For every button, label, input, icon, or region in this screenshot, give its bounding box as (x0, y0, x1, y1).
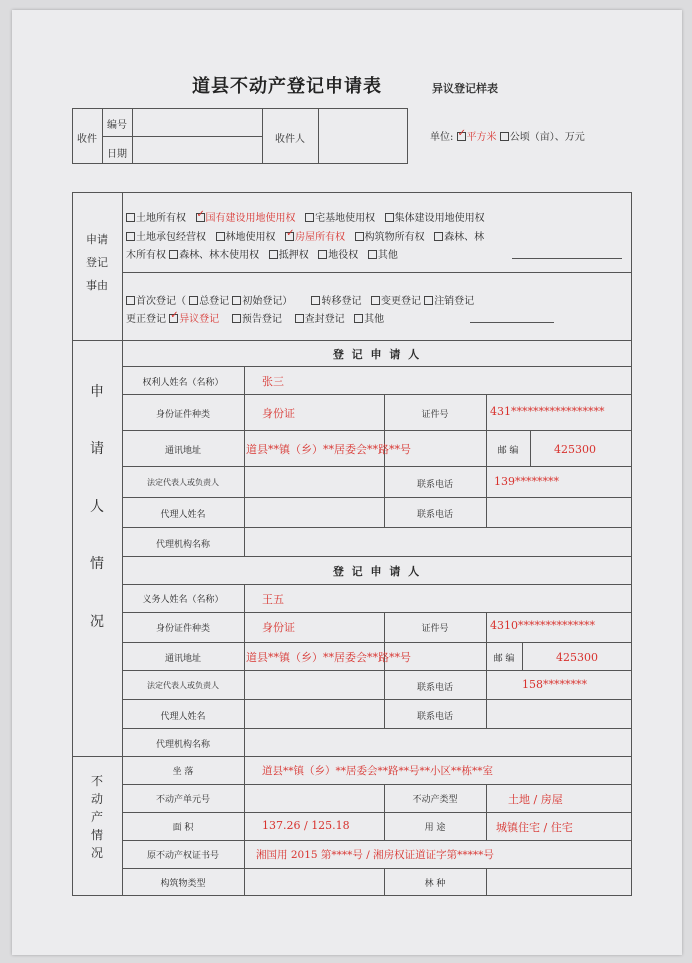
property-area-value: 137.26 / 125.18 (262, 819, 350, 832)
obligor-idno-label: 证件号 (421, 624, 449, 634)
date-label: 日期 (107, 149, 127, 160)
property-use-value: 城镇住宅 / 住宅 (496, 821, 573, 834)
obligee-idno-value: 431***************** (490, 405, 605, 418)
obligor-phone-value: 158******** (522, 678, 587, 691)
obligor-idno-value: 4310************** (490, 619, 595, 632)
obligor-postcode-value: 425300 (556, 651, 598, 664)
obligee-idtype-label: 身份证件种类 (155, 410, 210, 420)
checkbox[interactable] (189, 296, 198, 305)
property-structure-label: 构筑物类型 (160, 879, 206, 889)
property-location-label: 坐 落 (172, 767, 194, 777)
property-area-label: 面 积 (172, 823, 194, 833)
obligor-name-label: 义务人姓名（名称） (142, 595, 224, 605)
property-location-value: 道县**镇（乡）**居委会**路**号**小区**栋**室 (262, 765, 493, 777)
property-type-label: 不动产类型 (412, 795, 458, 805)
checkbox-checked[interactable] (285, 232, 294, 241)
reg-type-row-2: 更正登记 ✓ 异议登记 预告登记 查封登记 其他 (126, 310, 384, 325)
obligee-address-value: 道县**镇（乡）**居委会**路**号 (246, 443, 411, 456)
checkbox-checked[interactable] (169, 314, 178, 323)
property-use-label: 用 途 (424, 823, 446, 833)
checkbox[interactable] (424, 296, 433, 305)
obligor-agency-label: 代理机构名称 (155, 740, 210, 750)
obligee-name-label: 权利人姓名（名称） (142, 378, 224, 388)
checkbox[interactable] (500, 132, 509, 141)
obligee-phone-value: 139******** (494, 475, 559, 488)
rights-row-1: 土地所有权 ✓ 国有建设用地使用权 宅基地使用权 集体建设用地使用权 (126, 209, 485, 224)
rights-row-2: 土地承包经营权 林地使用权 ✓ 房屋所有权 构筑物所有权 森林、林 (126, 228, 484, 243)
form-title: 道县不动产登记申请表 (192, 76, 382, 97)
checkbox[interactable] (371, 296, 380, 305)
applicant-side-label: 申 请 人 情 况 (90, 384, 104, 630)
checkbox-checked[interactable] (196, 213, 205, 222)
number-label: 编号 (107, 120, 127, 131)
unit-selector (430, 128, 585, 143)
rights-row-3: 木所有权 森林、林木使用权 抵押权 地役权 其他 (126, 250, 398, 261)
property-cert-label: 原不动产权证书号 (146, 851, 219, 861)
checkbox[interactable] (355, 232, 364, 241)
checkbox[interactable] (126, 213, 135, 222)
obligee-idtype-value: 身份证 (262, 407, 295, 420)
checkbox[interactable] (232, 296, 241, 305)
checkbox[interactable] (169, 250, 178, 259)
checkbox[interactable] (126, 232, 135, 241)
checkbox[interactable] (354, 314, 363, 323)
obligee-agent-phone-label: 联系电话 (416, 510, 453, 520)
checkbox[interactable] (269, 250, 278, 259)
obligor-section-title: 登 记 申 请 人 (332, 565, 422, 578)
checkbox[interactable] (126, 296, 135, 305)
obligee-phone-label: 联系电话 (416, 480, 453, 490)
checkbox[interactable] (318, 250, 327, 259)
obligee-address-label: 通讯地址 (164, 446, 201, 456)
property-side-label: 不 动 产 情 况 (90, 774, 103, 860)
obligor-address-label: 通讯地址 (164, 654, 201, 664)
obligee-postcode-value: 425300 (554, 443, 596, 456)
obligee-idno-label: 证件号 (421, 410, 449, 420)
obligee-agency-label: 代理机构名称 (155, 540, 210, 550)
reg-type-row-1: 首次登记（ 总登记 初始登记） 转移登记 变更登记 注销登记 (126, 292, 474, 307)
property-cert-value: 湘国用 2015 第****号 / 湘房权证道证字第*****号 (256, 849, 494, 861)
obligor-agent-phone-label: 联系电话 (416, 712, 453, 722)
checkbox[interactable] (311, 296, 320, 305)
unit-label: 单位: (430, 132, 454, 143)
checkbox[interactable] (434, 232, 443, 241)
obligee-legal-rep-label: 法定代表人或负责人 (147, 478, 219, 487)
obligor-postcode-label: 邮 编 (493, 654, 515, 664)
unit-option-hectare: 公顷（亩）、万元 (509, 132, 585, 143)
obligor-idtype-value: 身份证 (262, 621, 295, 634)
property-forest-label: 林 种 (424, 879, 446, 889)
checkbox[interactable] (295, 314, 304, 323)
checkbox[interactable] (216, 232, 225, 241)
obligee-name-value: 张三 (262, 375, 284, 388)
obligor-name-value: 王五 (262, 593, 284, 606)
checkbox[interactable] (385, 213, 394, 222)
obligee-section-title: 登 记 申 请 人 (332, 348, 422, 361)
checkbox[interactable] (232, 314, 241, 323)
form-subtitle: 异议登记样表 (432, 82, 498, 95)
property-type-value: 土地 / 房屋 (508, 793, 563, 806)
receiver-label: 收件人 (275, 134, 305, 145)
obligee-agent-label: 代理人姓名 (160, 510, 206, 520)
checkbox-checked[interactable] (457, 132, 466, 141)
obligor-address-value: 道县**镇（乡）**居委会**路**号 (246, 651, 411, 664)
obligor-agent-label: 代理人姓名 (160, 712, 206, 722)
obligor-legal-rep-label: 法定代表人或负责人 (147, 681, 219, 690)
unit-option-sqm: 平方米 (466, 132, 497, 143)
obligor-phone-label: 联系电话 (416, 683, 453, 693)
obligor-idtype-label: 身份证件种类 (155, 624, 210, 634)
checkbox[interactable] (368, 250, 377, 259)
checkbox[interactable] (305, 213, 314, 222)
obligee-postcode-label: 邮 编 (497, 446, 519, 456)
matters-side-label: 申请 登记 事由 (86, 233, 108, 293)
receipt-side-label: 收件 (77, 134, 97, 145)
property-unit-no-label: 不动产单元号 (155, 795, 210, 805)
